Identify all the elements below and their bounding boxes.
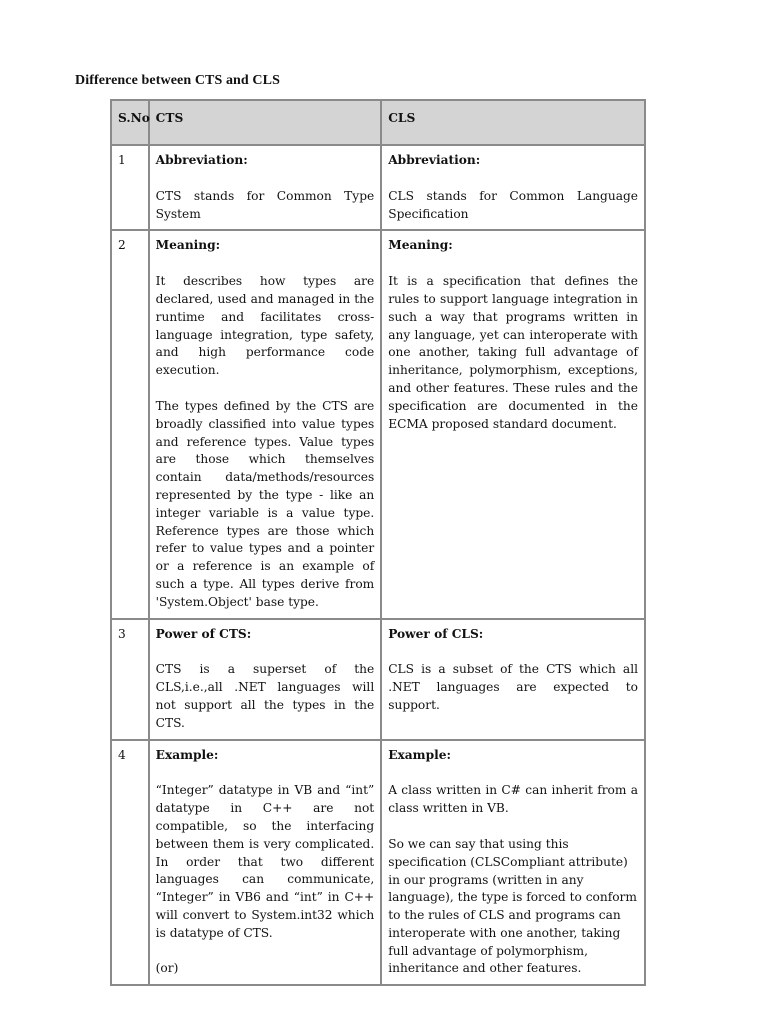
cts-cell bbox=[149, 740, 382, 986]
cts-label: Example: bbox=[155, 747, 219, 762]
table-row bbox=[111, 740, 645, 986]
cts-cell bbox=[149, 145, 382, 230]
header-cts: CTS bbox=[149, 100, 382, 145]
cts-paragraph: (or) bbox=[155, 961, 179, 976]
cts-paragraph: The types defined by the CTS are broadly classified into value types and reference types. Value types are those which themselves contain data/methods/resources represented by the type - like an integer variable is a value type. Reference types are those which refer to value types and a pointer or a reference is an example of such a type. All types derive from 'System.Object' base type. bbox=[155, 398, 375, 609]
row-number: 2 bbox=[111, 230, 149, 618]
document-title: Difference between CTS and CLS bbox=[75, 73, 280, 88]
cls-paragraph: So we can say that using this specification (CLSCompliant attribute) in our programs (written in any language), the type is forced to conform to the rules of CLS and programs can interoperate with one another, taking full advantage of polymorphism, inheritance and other features. bbox=[388, 836, 637, 976]
header-sno: S.No bbox=[111, 100, 149, 145]
cts-label: Abbreviation: bbox=[155, 153, 248, 167]
cts-label: Meaning: bbox=[155, 238, 221, 253]
header-cls: CLS bbox=[381, 100, 645, 145]
cls-paragraph: It is a specification that defines the rules to support language integration in such a way that programs written in any language, yet can interoperate with one another, taking full advantage of inheritance, polymorphism, exceptions, and other features. These rules and the specification are documented in the ECMA proposed standard document. bbox=[388, 274, 638, 431]
cts-paragraph: It describes how types are declared, used and managed in the runtime and facilitates cross-language integration, type safety, and high performance code execution. bbox=[155, 274, 375, 378]
cls-label: Power of CLS: bbox=[388, 626, 484, 641]
cls-label: Example: bbox=[388, 747, 451, 762]
cls-label: Meaning: bbox=[388, 238, 453, 253]
cts-label: Power of CTS: bbox=[155, 626, 252, 641]
row-number: 1 bbox=[111, 145, 149, 230]
cts-cell bbox=[149, 619, 382, 740]
cls-cell bbox=[381, 145, 645, 230]
table-row bbox=[111, 145, 645, 230]
cls-paragraph: CLS is a subset of the CTS which all .NET languages are expected to support. bbox=[388, 662, 638, 712]
table-header-row bbox=[111, 100, 645, 145]
table-row bbox=[111, 619, 645, 740]
comparison-table bbox=[110, 99, 646, 986]
cls-label: Abbreviation: bbox=[388, 153, 481, 167]
table-row bbox=[111, 230, 645, 618]
cts-paragraph: CTS stands for Common Type System bbox=[155, 188, 375, 221]
cts-paragraph: CTS is a superset of the CLS,i.e.,all .NET languages will not support all the types in the CTS. bbox=[155, 662, 375, 730]
row-number: 3 bbox=[111, 619, 149, 740]
cls-paragraph: CLS stands for Common Language Specification bbox=[388, 188, 638, 221]
cls-paragraph: A class written in C# can inherit from a class written in VB. bbox=[388, 783, 638, 816]
cls-cell bbox=[381, 740, 645, 986]
cls-cell bbox=[381, 619, 645, 740]
cls-cell bbox=[381, 230, 645, 618]
row-number: 4 bbox=[111, 740, 149, 986]
cts-paragraph: “Integer” datatype in VB and “int” datatype in C++ are not compatible, so the interfacing between them is very complicated. In order that two different languages can communicate, “Integer” in VB6 and “int” in C++ will convert to System.int32 which is datatype of CTS. bbox=[155, 783, 375, 940]
cts-cell bbox=[149, 230, 382, 618]
